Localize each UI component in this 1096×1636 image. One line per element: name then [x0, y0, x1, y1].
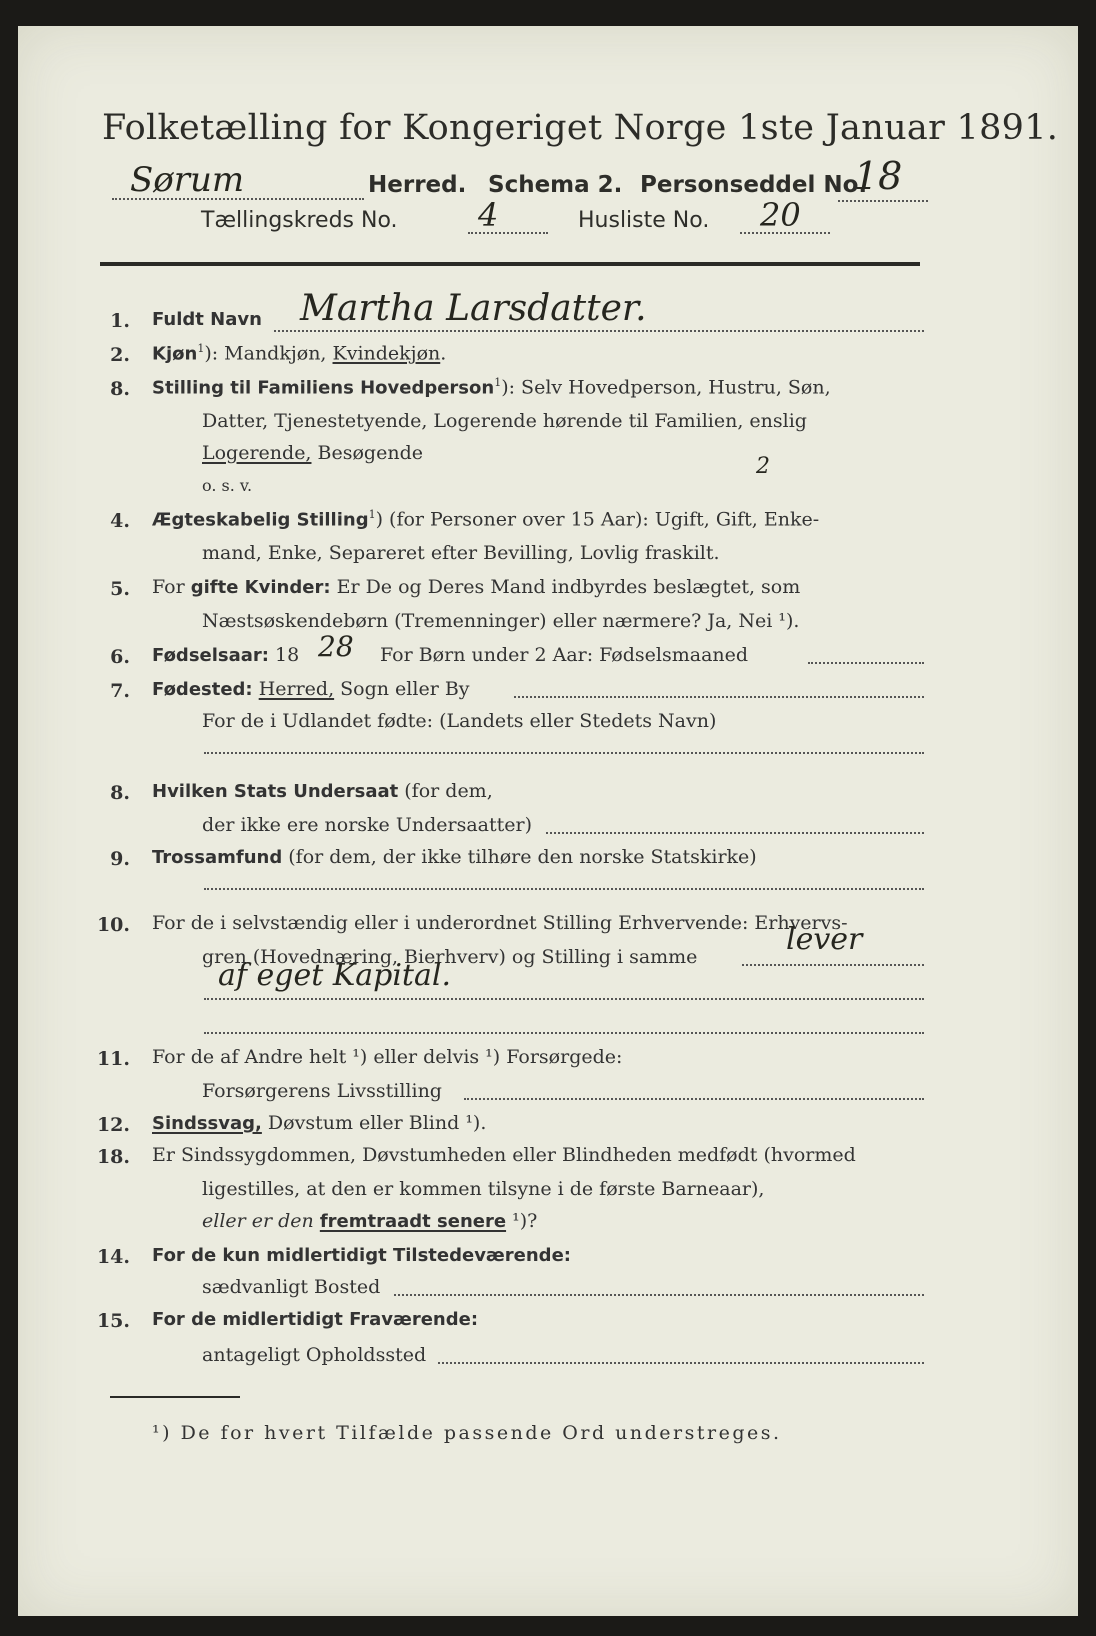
q15-line1: For de midlertidigt Fraværende: — [152, 1309, 479, 1330]
q14-dotted-line — [394, 1294, 924, 1296]
q5-line2: Næstsøskendebørn (Tremenninger) eller nærmere? Ja, Nei ¹). — [202, 610, 800, 632]
q9-line1: Trossamfund (for dem, der ikke tilhøre den norske Statskirke) — [152, 846, 757, 868]
q1-label: Fuldt Navn — [152, 309, 262, 330]
footnote: ¹) De for hvert Tilfælde passende Ord understreges. — [152, 1422, 782, 1444]
kreds-label: Tællingskreds No. — [201, 208, 398, 233]
q10-answer-1: lever — [786, 922, 863, 957]
q13-line2: ligestilles, at den er kommen tilsyne i de første Barneaar), — [202, 1178, 765, 1200]
q7-line1: Fødested: Herred, Sogn eller By — [152, 678, 470, 700]
husliste-number: 20 — [760, 196, 801, 234]
q4-number: 4. — [110, 510, 130, 532]
q12-number: 12. — [96, 1114, 130, 1136]
q12-line1: Sindssvag, Døvstum eller Blind ¹). — [152, 1112, 487, 1134]
q10-dotted-line-1 — [742, 964, 924, 966]
q13-line1: Er Sindssygdommen, Døvstumheden eller Blindheden medfødt (hvormed — [152, 1144, 856, 1166]
q3-line1: Stilling til Familiens Hovedperson$^1$): Selv Hovedperson, Hustru, Søn, — [152, 376, 831, 399]
kreds-dotted-line — [468, 232, 548, 234]
q10-line2: gren (Hovednæring, Bierhverv) og Stilling i samme — [202, 946, 698, 968]
q13-number: 18. — [96, 1146, 130, 1168]
q5-line1: For gifte Kvinder: Er De og Deres Mand indbyrdes beslægtet, som — [152, 576, 801, 598]
q6-answer: 28 — [318, 630, 354, 663]
q6-label: Fødselsaar: 18 — [152, 644, 300, 666]
q3-number: 8. — [110, 378, 130, 400]
q10-answer-2: af eget Kapital. — [218, 958, 451, 993]
q15-number: 15. — [96, 1310, 130, 1332]
q3-line2: Datter, Tjenestetyende, Logerende hørende til Familien, enslig — [202, 410, 807, 432]
q10-line1: For de i selvstændig eller i underordnet Stilling Erhvervende: Erhvervs- — [152, 912, 848, 934]
herred-label: Herred. — [368, 172, 467, 198]
q4-line2: mand, Enke, Separeret efter Bevilling, Lovlig fraskilt. — [202, 542, 720, 564]
kreds-number: 4 — [478, 196, 499, 234]
q8-line1: Hvilken Stats Undersaat (for dem, — [152, 780, 493, 802]
q7-extra-line — [204, 752, 924, 754]
personseddel-label: Personseddel No. — [640, 172, 868, 198]
schema-label: Schema 2. — [488, 172, 623, 198]
q1-dotted-line — [274, 330, 924, 332]
q10-dotted-line-3 — [204, 1032, 924, 1034]
q7-line2: For de i Udlandet fødte: (Landets eller Stedets Navn) — [202, 710, 717, 732]
herred-dotted-line — [112, 198, 364, 200]
q3-line4: o. s. v. — [202, 476, 253, 495]
q11-line1: For de af Andre helt ¹) eller delvis ¹) Forsørgede: — [152, 1046, 623, 1068]
q14-number: 14. — [96, 1246, 130, 1268]
q13-line3: eller er den fremtraadt senere ¹)? — [202, 1210, 538, 1232]
herred-handwritten: Sørum — [130, 160, 245, 200]
q6-dotted-line — [808, 662, 924, 664]
q15-dotted-line — [438, 1362, 924, 1364]
personseddel-number: 18 — [854, 154, 903, 198]
q8-dotted-line — [546, 832, 924, 834]
q14-line1: For de kun midlertidigt Tilstedeværende: — [152, 1245, 571, 1266]
husliste-dotted-line — [740, 232, 830, 234]
q3-line3: Logerende, Besøgende — [202, 442, 423, 464]
husliste-label: Husliste No. — [578, 208, 710, 233]
q7-dotted-line — [514, 696, 924, 698]
q8-number: 8. — [110, 782, 130, 804]
q11-number: 11. — [96, 1048, 130, 1070]
q8-line2: der ikke ere norske Undersaatter) — [202, 814, 532, 836]
q2-number: 2. — [110, 344, 130, 366]
q14-line2: sædvanligt Bosted — [202, 1276, 381, 1298]
footnote-rule — [110, 1396, 240, 1398]
q2-text: Kjøn$^1$): Mandkjøn, Kvindekjøn. — [152, 342, 447, 365]
q15-line2: antageligt Opholdssted — [202, 1344, 427, 1366]
q7-number: 7. — [110, 680, 130, 702]
personseddel-dotted-line — [838, 200, 928, 202]
census-form-sheet — [18, 26, 1078, 1616]
q9-number: 9. — [110, 848, 130, 870]
q9-extra-line — [204, 888, 924, 890]
header-divider — [100, 262, 920, 266]
q1-number: 1. — [110, 310, 130, 332]
q5-number: 5. — [110, 578, 130, 600]
q3-handwritten-mark: 2 — [756, 454, 770, 479]
q10-number: 10. — [96, 914, 130, 936]
form-title: Folketælling for Kongeriget Norge 1ste Januar 1891. — [102, 108, 1059, 148]
q11-dotted-line — [464, 1098, 924, 1100]
q6-rest: For Børn under 2 Aar: Fødselsmaaned — [380, 644, 749, 666]
q4-line1: Ægteskabelig Stilling$^1$) (for Personer over 15 Aar): Ugift, Gift, Enke- — [152, 508, 820, 531]
q10-dotted-line-2 — [204, 998, 924, 1000]
q6-number: 6. — [110, 646, 130, 668]
q11-line2: Forsørgerens Livsstilling — [202, 1080, 442, 1102]
q1-answer: Martha Larsdatter. — [300, 288, 647, 329]
